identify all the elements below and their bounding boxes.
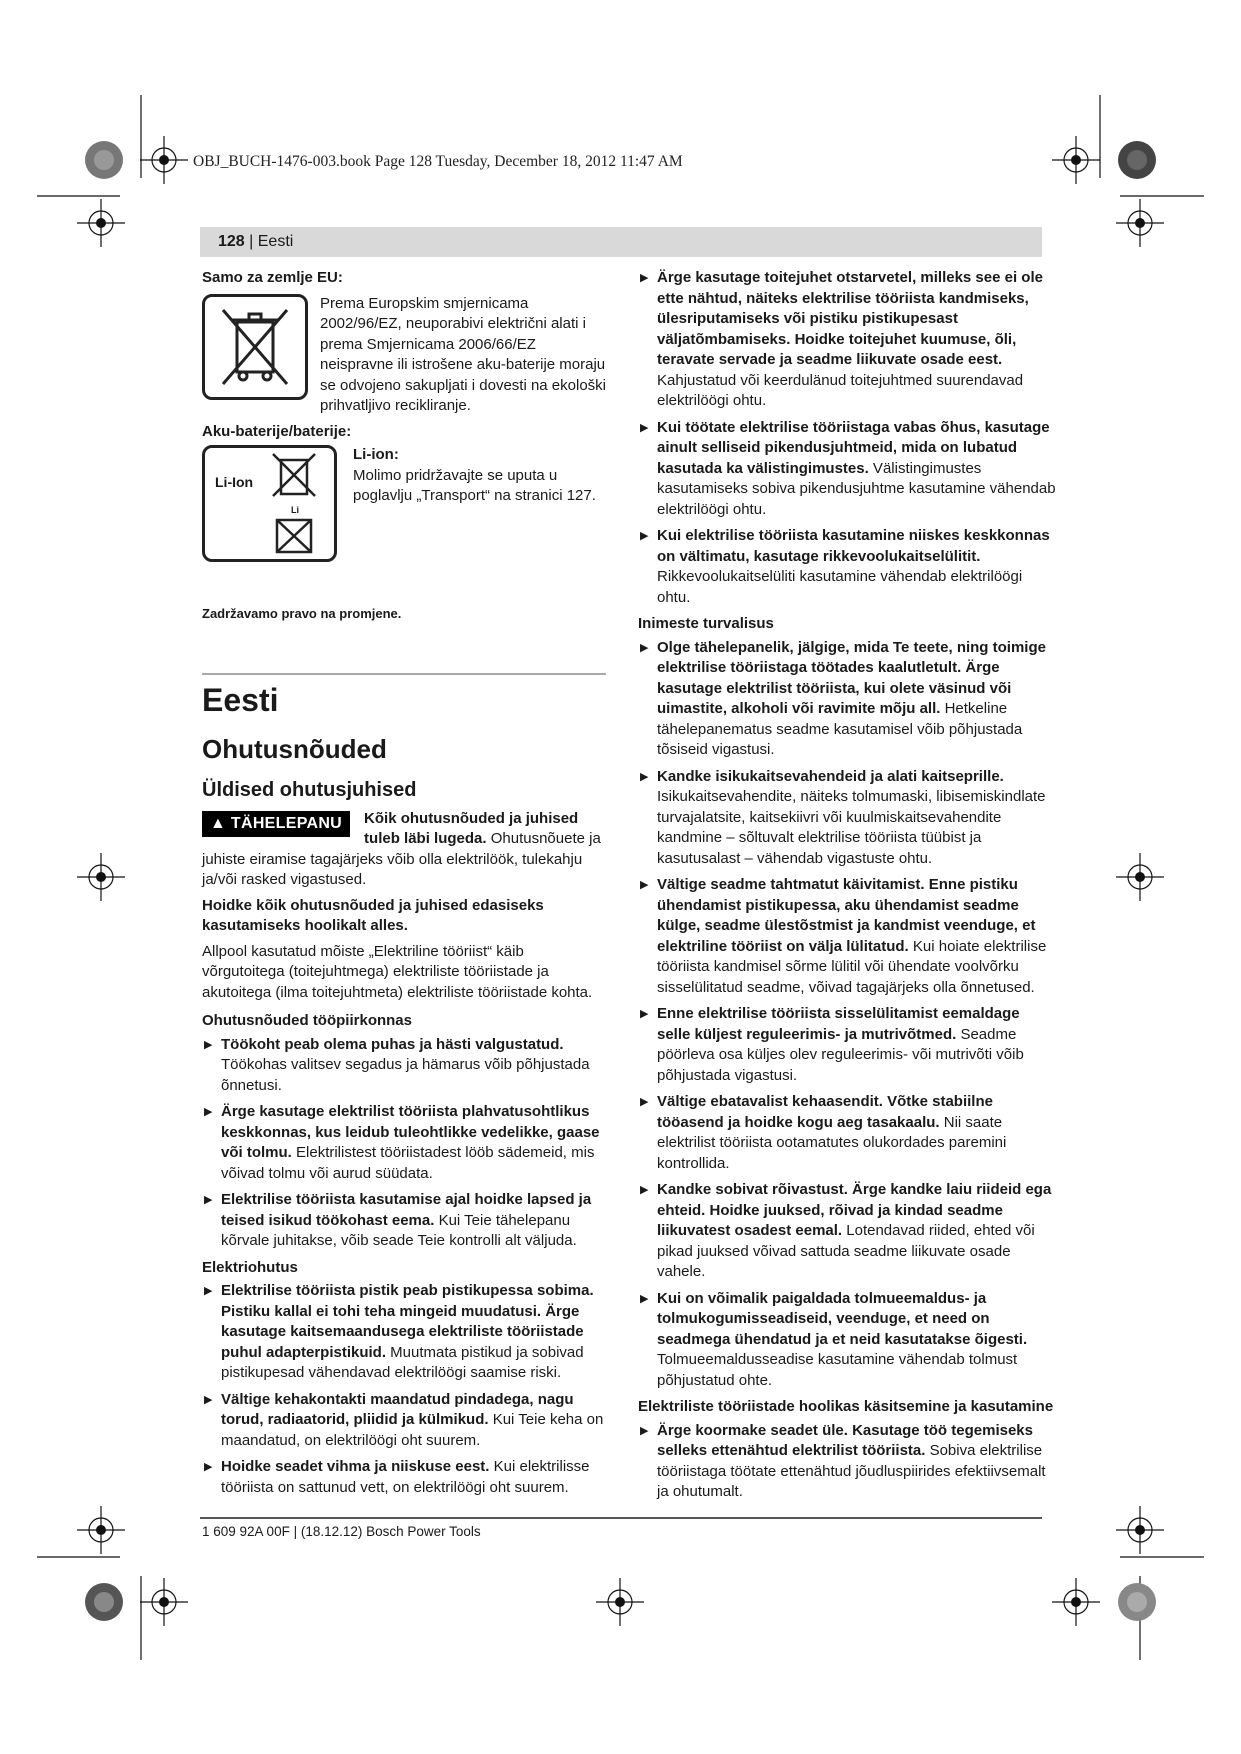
item-text: Sobiva elektrilise tööriistaga töötate ettenähtud jõudluspiirides efektiivsemalt ja ohutumalt. [657,1442,1046,1500]
bullet-triangle-icon: ▶ [640,1424,649,1437]
section-title-eesti: Eesti [202,681,279,718]
item-bold: Kui elektrilise tööriista kasutamine niiskes keskkonnas on vältimatu, kasutage rikkevoolukaitselülitit. [657,527,1050,565]
item-text: Lotendavad riided, ehted või pikad juuksed võivad sattuda seadme liikuvate osade vahele. [657,1222,1035,1280]
item-bold: Kandke sobivat rõivastust. Ärge kandke laiu riideid ega ehteid. Hoidke juuksed, rõivad ja kindad seadme liikuvatest osadest eemal. [657,1181,1052,1239]
warning-bold: Kõik ohutusnõuded ja juhised tuleb läbi lugeda. [364,809,579,847]
electrical-heading: Elektriohutus [202,1258,298,1276]
item-bold: Ärge kasutage toitejuhet otstarvetel, milleks see ei ole ette nähtud, näiteks elektrilise tööriista kandmiseks, ülesriputamiseks või pistiku pistikupesast väljatõmbamiseks. Hoidke toitejuhet kuumuse, õli, teravate servade ja seadme liikuvate osade eest. [657,269,1043,368]
item-text: Kui Teie keha on maandatud, on elektrilöögi oht suurem. [221,1411,604,1449]
item-text: Nii saate elektrilist tööriista ootamatutes olukordades paremini kontrollida. [657,1113,1007,1172]
left-column [202,268,606,1504]
bullet-triangle-icon: ▶ [204,1285,213,1297]
handling-list [638,1421,1056,1503]
bullet-triangle-icon: ▶ [204,1194,213,1206]
list-item [638,1180,1056,1283]
work-area-heading: Ohutusnõuded tööpiirkonnas [202,1012,412,1029]
list-item [638,418,1056,521]
list-item [638,268,1056,412]
footer-rule [200,1517,1042,1519]
item-bold: Elektrilise tööriista kasutamise ajal hoidke lapsed ja teised isikud töökohast eema. [221,1191,592,1229]
page-number: 128 [218,233,245,250]
li-ion-icon-label: Li-Ion [215,474,254,490]
right-column [638,268,1056,1509]
list-item [638,767,1056,870]
item-text: Tolmueemaldusseadise kasutamine vähendab tolmust põhjustatud ohte. [657,1351,1018,1389]
bullet-triangle-icon: ▶ [640,879,649,891]
item-bold: Töökoht peab olema puhas ja hästi valgustatud. [221,1035,564,1053]
warning-triangle-icon: ▲ [210,814,231,832]
item-bold: Kui töötate elektrilise tööriistaga vabas õhus, kasutage ainult selliseid pikendusjuhtmeid, mida on lubatud kasutada ka välistingimustes. [657,418,1050,477]
warning-badge-label: TÄHELEPANU [230,814,343,832]
header-separator: | [244,233,258,250]
work-area-list [202,1035,606,1252]
list-item [202,1457,606,1498]
list-item [638,526,1056,608]
item-text: Rikkevoolukaitselüliti kasutamine vähendab elektrilöögi ohtu. [657,568,1023,606]
list-item [202,1281,606,1384]
item-bold: Elektrilise tööriista pistik peab pistikupessa sobima. Pistiku kallal ei tohi teha mingeid muudatusi. Ärge kasutage kaitsemaandusega elektriliste tööriistade puhul adapterpistikuid. [221,1282,594,1361]
header-language: Eesti [257,233,294,250]
heading-ohutusnouded: Ohutusnõuded [202,733,387,764]
bullet-triangle-icon: ▶ [204,1038,213,1051]
electrical-list [202,1281,606,1498]
bullet-triangle-icon: ▶ [640,421,649,434]
list-item [202,1390,606,1452]
item-bold: Ärge koormake seadet üle. Kasutage töö tegemiseks selleks ettenähtud elektrilist tööriista. [657,1421,1033,1459]
footer-text: 1 609 92A 00F | (18.12.12) Bosch Power Tools [202,1524,481,1539]
warning-block [202,809,606,891]
item-text: Kahjustatud või keerdulänud toitejuhtmed suurendavad elektrilöögi ohtu. [657,371,1024,409]
item-text: Elektrilistest tööriistadest lööb sädemeid, mis võivad tolmu või aurud süüdata. [221,1144,595,1182]
bullet-triangle-icon: ▶ [640,1292,649,1305]
warning-text: Ohutusnõuete ja juhiste eiramise tagajärjeks võib olla elektrilöök, tulekahju ja/või rasked vigastused. [202,830,601,888]
heading-uldised-ohutusjuhised: Üldised ohutusjuhised [202,778,417,801]
item-bold: Ärge kasutage elektrilist tööriista plahvatusohtlikus keskkonnas, kus leidub tuleohtlikke vedelikke, gaase või tolmu. [221,1103,600,1161]
list-item [202,1102,606,1184]
bullet-triangle-icon: ▶ [640,1008,649,1020]
li-ion-title: Li-ion: [353,446,399,463]
reserve-note: Zadržavamo pravo na promjene. [202,606,402,621]
bullet-triangle-icon: ▶ [204,1393,213,1406]
list-item [202,1190,606,1252]
list-item [638,875,1056,998]
list-item [638,1421,1056,1503]
keep-instructions: Hoidke kõik ohutusnõuded ja juhised edasiseks kasutamiseks hoolikalt alles. [202,896,544,934]
item-text: Töökohas valitsev segadus ja hämarus võib põhjustada õnnetusi. [221,1056,590,1094]
li-ion-recycle-icon [202,445,337,562]
warning-badge [202,811,350,838]
item-bold: Vältige ebatavalist kehaasendit. Võtke stabiilne tööasend ja hoidke kogu aeg tasakaalu. [657,1093,993,1131]
item-text: Kui hoiate elektrilise tööriista kandmisel sõrme lülitil või ühendate voolvõrku sisselülitatud seadme, võivad tagajärjeks olla õnnetused. [657,937,1047,996]
bullet-triangle-icon: ▶ [204,1106,213,1118]
item-text: Isikukaitsevahendite, näiteks tolmumaski, libisemiskindlate turvajalatsite, kaitsekiivri või kuulmiskaitsevahendite kandmine – sõltuvalt elektrilise tööriista tüübist ja kasutusalast – vähendab vigastuste ohtu. [657,788,1046,867]
page-header [200,227,1042,257]
item-bold: Hoidke seadet vihma ja niiskuse eest. [221,1458,490,1475]
handling-heading: Elektriliste tööriistade hoolikas käsitsemine ja kasutamine [638,1398,1054,1415]
weee-bin-icon [202,294,308,400]
cable-safety-list [638,268,1056,608]
list-item [638,1289,1056,1392]
section-divider [202,673,606,675]
weee-text: Prema Europskim smjernicama 2002/96/EZ, neuporabivi električni alati i prema Smjernicama 2006/66/EZ neispravne ili istrošene aku-baterije moraju se odvojeno sakupljati i dovesti na ekološki prihvatljivo recikliranje. [320,294,607,414]
print-slug: OBJ_BUCH-1476-003.book Page 128 Tuesday, December 18, 2012 11:47 AM [193,153,683,170]
list-item [638,1092,1056,1174]
bullet-triangle-icon: ▶ [640,530,649,542]
weee-heading: Samo za zemlje EU: [202,269,343,286]
term-definition: Allpool kasutatud mõiste „Elektriline tööriist“ käib võrgutoitega (toitejuhtmega) elektriliste tööriistade ja akutoitega (ilma toitejuhtmeta) elektriliste tööriistade kohta. [202,942,593,1001]
item-bold: Olge tähelepanelik, jälgige, mida Te teete, ning toimige elektrilise tööriistaga töötades kaalutletult. Ärge kasutage elektrilist tööriista, kui olete väsinud või uimastite, alkoholi või ravimite mõju all. [657,638,1046,717]
personal-safety-heading: Inimeste turvalisus [638,615,774,632]
bullet-triangle-icon: ▶ [640,272,649,284]
item-bold: Kandke isikukaitsevahendeid ja alati kaitseprille. [657,767,1004,785]
personal-safety-list [638,638,1056,1392]
item-text: Välistingimustes kasutamiseks sobiva pikendusjuhtme kasutamine vähendab elektrilöögi ohtu. [657,459,1056,518]
list-item [638,638,1056,761]
bullet-triangle-icon: ▶ [640,770,649,783]
item-bold: Enne elektrilise tööriista sisselülitamist eemaldage selle küljest reguleerimis- ja mutrivõtmed. [657,1005,1020,1043]
battery-heading: Aku-baterije/baterije: [202,422,352,440]
li-ion-text: Molimo pridržavajte se uputa u poglavlju „Transport“ na stranici 127. [353,466,596,504]
bullet-triangle-icon: ▶ [640,641,649,654]
list-item [638,1004,1056,1086]
item-text: Muutmata pistikud ja sobivad pistikupesad vähendavad elektrilöögi saamise riski. [221,1343,584,1381]
item-text: Seadme pöörleva osa küljes olev reguleerimis- või mutrivõti võib põhjustada vigastusi. [657,1025,1024,1084]
item-text: Kui elektrilisse tööriista on sattunud vett, on elektrilöögi oht suurem. [221,1458,590,1496]
item-text: Hetkeline tähelepanematus seadme kasutamisel võib põhjustada tõsiseid vigastusi. [657,700,1023,758]
item-bold: Vältige kehakontakti maandatud pindadega, nagu torud, radiaatorid, pliidid ja külmikud. [221,1390,574,1428]
list-item [202,1035,606,1097]
li-icon-sublabel: Li [291,505,299,515]
bullet-triangle-icon: ▶ [640,1096,649,1108]
item-bold: Kui on võimalik paigaldada tolmueemaldus- ja tolmukogumisseadiseid, veenduge, et need on seadmega ühendatud ja et neid kasutatakse õigesti. [657,1289,1028,1348]
bullet-triangle-icon: ▶ [204,1461,213,1473]
item-bold: Vältige seadme tahtmatut käivitamist. Enne pistiku ühendamist pistikupessa, aku ühendamist seadme külge, seadme ülestõstmist ja kandmist veenduge, et elektriline tööriist on välja lülitatud. [657,876,1036,955]
bullet-triangle-icon: ▶ [640,1184,649,1196]
item-text: Kui Teie tähelepanu kõrvale juhitakse, võib seade Teie kontrolli alt väljuda. [221,1211,577,1249]
